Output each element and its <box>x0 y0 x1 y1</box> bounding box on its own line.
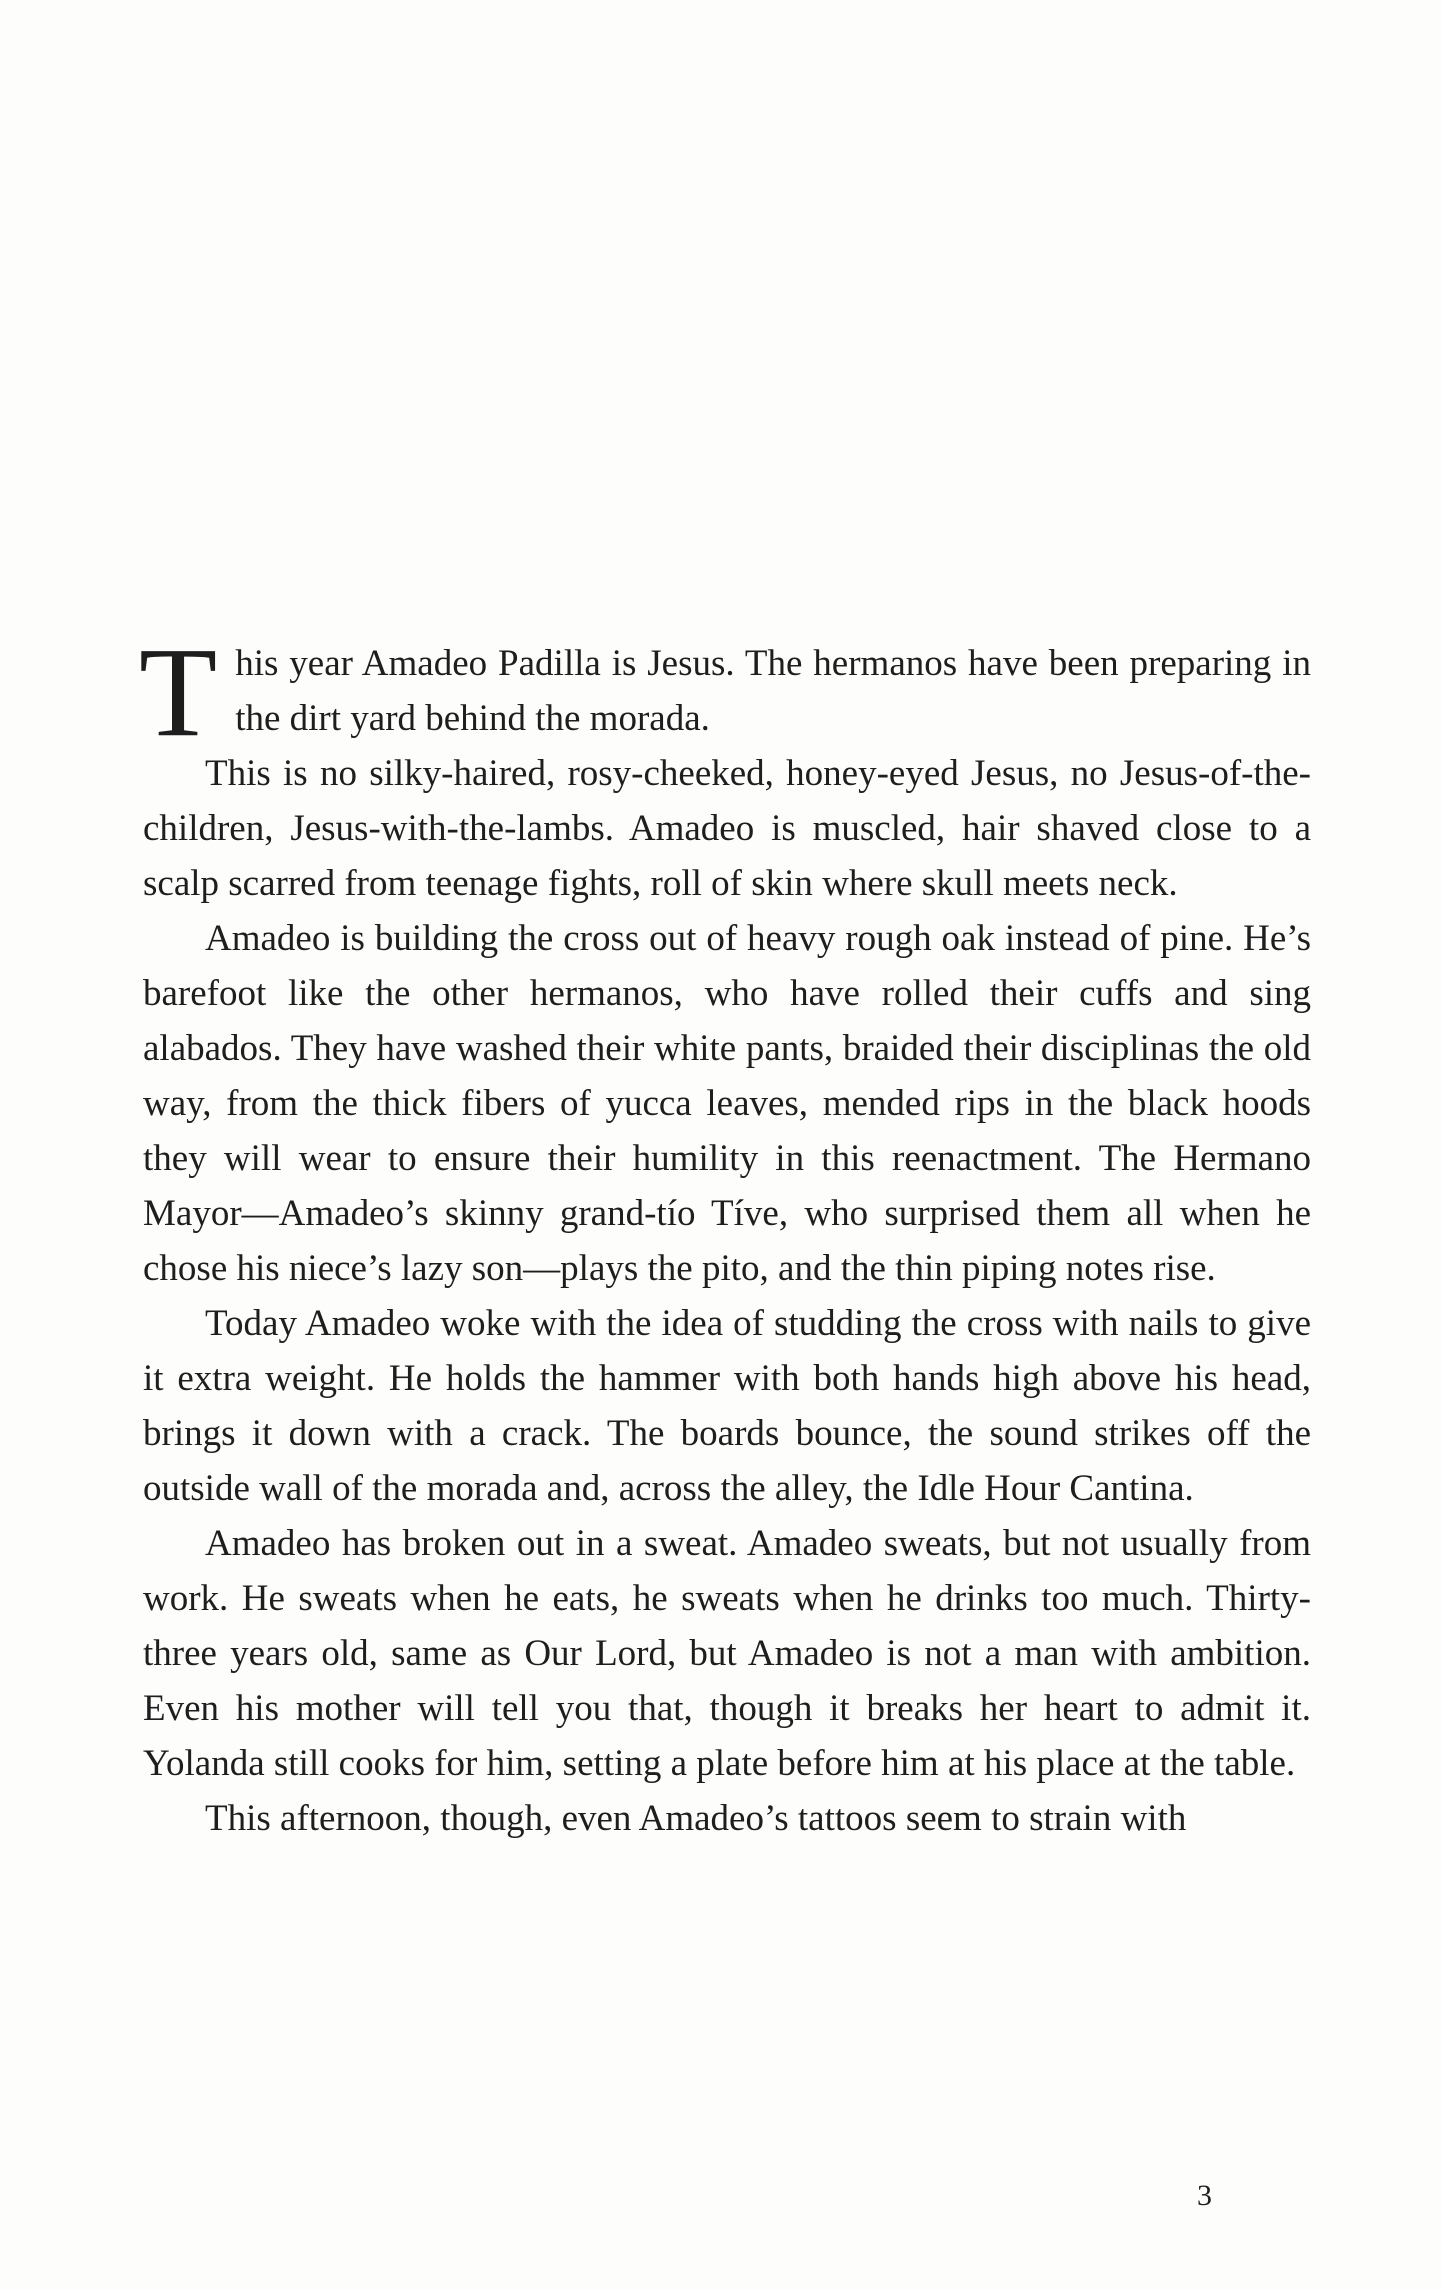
paragraph: This is no silky-haired, rosy-cheeked, honey-eyed Jesus, no Jesus-of-the-children, Jesus-with-the-lambs. Amadeo is muscled, hair shaved close to a scalp scarred from teenage fights, roll of skin where skull meets neck. <box>143 753 1311 904</box>
opening-paragraph <box>139 621 1311 763</box>
opening-paragraph-text: his year Amadeo Padilla is Jesus. The hermanos have been preparing in the dirt yard behind the morada. <box>235 643 1311 739</box>
paragraph: Today Amadeo woke with the idea of studding the cross with nails to give it extra weight. He holds the hammer with both hands high above his head, brings it down with a crack. The boards bounce, the sound strikes off the outside wall of the morada and, across the alley, the Idle Hour Cantina. <box>143 1303 1311 1509</box>
body-text <box>139 621 1311 1846</box>
paragraph: Amadeo has broken out in a sweat. Amadeo sweats, but not usually from work. He sweats when he eats, he sweats when he drinks too much. Thirty-three years old, same as Our Lord, but Amadeo is not a man with ambition. Even his mother will tell you that, though it breaks her heart to admit it. Yolanda still cooks for him, setting a plate before him at his place at the table. <box>143 1523 1311 1784</box>
paragraph: Amadeo is building the cross out of heavy rough oak instead of pine. He’s barefoot like the other hermanos, who have rolled their cuffs and sing alabados. They have washed their white pants, braided their disciplinas the old way, from the thick fibers of yucca leaves, mended rips in the black hoods they will wear to ensure their humility in this reenactment. The Hermano Mayor—Amadeo’s skinny grand-tío Tíve, who surprised them all when he chose his niece’s lazy son—plays the pito, and the thin piping notes rise. <box>143 918 1311 1289</box>
paragraph: This afternoon, though, even Amadeo’s tattoos seem to strain with <box>205 1798 1187 1839</box>
page-number: 3 <box>1197 2179 1212 2212</box>
drop-cap: T <box>139 621 218 763</box>
